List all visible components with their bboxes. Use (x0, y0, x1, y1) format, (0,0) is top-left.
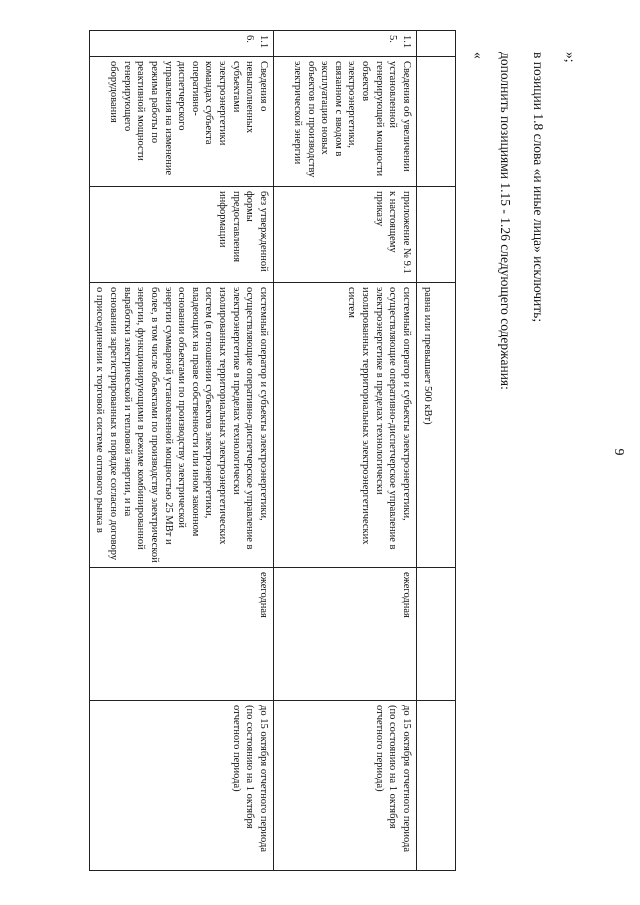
table-row (274, 31, 417, 871)
exclusion-instruction: в позиции 1.8 слова «и иные лица» исключить; (531, 52, 546, 323)
table-cell (417, 187, 456, 283)
table-cell (417, 701, 456, 871)
table-row (89, 31, 273, 871)
addition-instruction: дополнить позициями 1.15 - 1.26 следующего содержания: (498, 52, 513, 390)
row-number: 1.15. (274, 31, 417, 57)
table-cell (417, 31, 456, 57)
opening-quote: « (471, 52, 486, 59)
info-deadline: до 15 октября отчетного периода (по состоянию на 1 октября отчетного периода) (89, 701, 273, 871)
table-cell-carryover: равна или превышает 500 кВт) (417, 283, 456, 568)
info-name: Сведения о невыполненных субъектами электроэнергетики командах субъекта оперативно-диспетчерского управления на изменение режима работы по реактивной мощности генерирующего оборудования (89, 57, 273, 187)
rotated-page-content (48, 30, 588, 870)
row-number: 1.16. (89, 31, 273, 57)
info-periodicity: ежегодная (274, 568, 417, 701)
positions-table (48, 30, 588, 870)
table-cell (417, 568, 456, 701)
table-cell (417, 57, 456, 187)
table-row (417, 31, 456, 871)
info-form: без утвержденной формы предоставления информации (89, 187, 273, 283)
page-number: 9 (611, 448, 626, 456)
info-name: Сведения об увеличении установленной генерирующей мощности объектов электроэнергетики, связанном с вводом в эксплуатацию новых объектов по производству электрической энергии (274, 57, 417, 187)
info-recipient: системный оператор и субъекты электроэнергетики, осуществляющие оперативно-диспетчерское управление в электроэнергетике в пределах технологически изолированных территориальных электроэнергетических систем (в отношении субъектов электроэнергетики, владеющих на праве собственности или ином законном основании объектами по производству электрической энергии суммарной установленной мощностью 25 МВт и более, в том числе объектами по производству электрической энергии, функционирующими в режиме комбинированной выработки электрической и тепловой энергии, и на основании зарегистрированных в порядке согласно договору о присоединении к торговой системе оптового рынка в (89, 283, 273, 568)
info-deadline: до 15 октября отчетного периода (по состоянию на 1 октября отчетного периода) (274, 701, 417, 871)
info-periodicity: ежегодная (89, 568, 273, 701)
info-form: приложение № 9.1 к настоящему приказу (274, 187, 417, 283)
info-recipient: системный оператор и субъекты электроэнергетики, осуществляющие оперативно-диспетчерское управление в электроэнергетике в пределах технологически изолированных территориальных электроэнергетических систем (274, 283, 417, 568)
closing-quote: »; (563, 52, 578, 63)
